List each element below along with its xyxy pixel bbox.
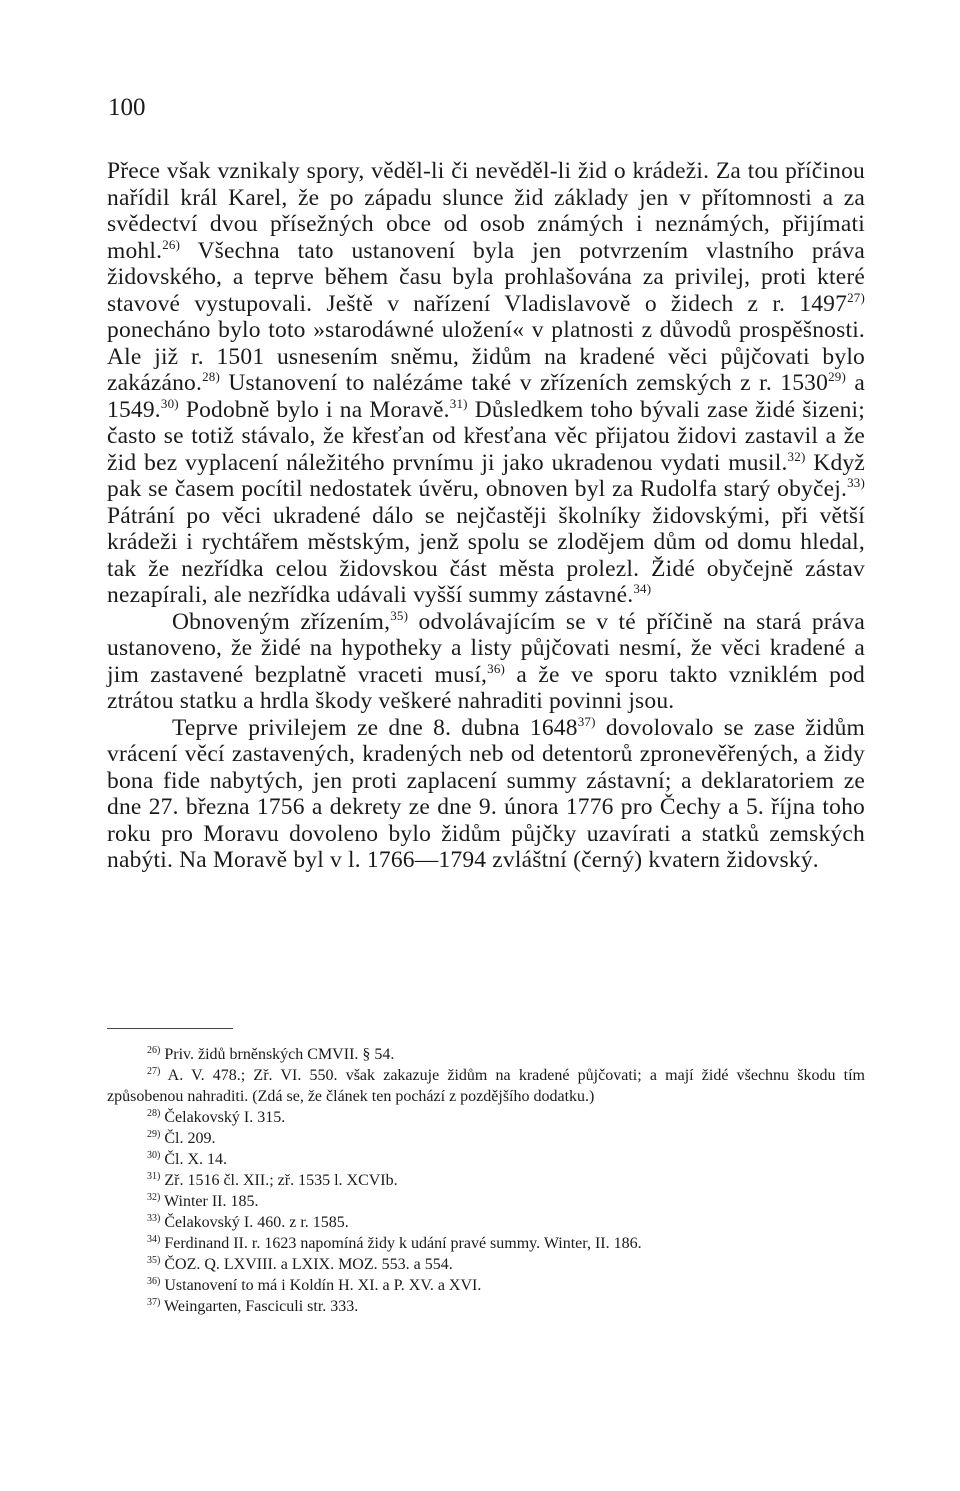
footnote-number: 33) — [147, 1213, 161, 1224]
text-run: Když pak se časem pocítil nedostatek úvěru, obnoven byl za Rudolfa starý obyčej. — [107, 449, 865, 502]
text-run: Podobně bylo i na Moravě. — [178, 396, 450, 423]
text-run: Obnoveným zřízením, — [172, 608, 391, 635]
footnote — [107, 1107, 865, 1128]
body-text — [107, 158, 865, 874]
footnote-ref: 26) — [162, 236, 181, 252]
footnote-number: 34) — [147, 1234, 161, 1245]
footnote-number: 29) — [147, 1129, 161, 1140]
footnote-number: 26) — [147, 1045, 161, 1056]
footnote-text: Ustanovení to má i Koldín H. XI. a P. XV. a XVI. — [160, 1277, 482, 1294]
text-run: Ustanovení to nalézáme také v zřízeních zemských z r. 1530 — [220, 370, 829, 396]
footnotes — [107, 1044, 865, 1317]
footnote-number: 28) — [147, 1108, 161, 1119]
footnote-text: Priv. židů brněnských CMVII. § 54. — [160, 1046, 395, 1063]
footnote-number: 37) — [147, 1297, 161, 1308]
footnote — [107, 1149, 865, 1170]
footnote — [107, 1191, 865, 1212]
footnote-text: Ferdinand II. r. 1623 napomíná židy k udání pravé summy. Winter, II. 186. — [160, 1235, 642, 1252]
text-run: Všechna tato ustanovení byla jen potvrzením vlastního práva židovského, a teprve během času byla prohlašována za privilej, proti které stavové vystupovali. Ještě v nařízení Vladislavově o židech z r. 1497 — [107, 237, 865, 317]
paragraph — [107, 609, 865, 715]
footnote — [107, 1170, 865, 1191]
text-run: Důsledkem toho bývali zase židé šizeni; často se totiž stávalo, že křesťan od křesťana věc přijatou židovi zastavil a že žid bez vyplacení náležitého prvnímu ji jako ukradenou vydati musil. — [107, 396, 865, 476]
footnote-ref: 30) — [160, 395, 179, 411]
footnote — [107, 1212, 865, 1233]
footnote-number: 32) — [147, 1192, 161, 1203]
footnote-number: 27) — [147, 1066, 161, 1077]
footnote-ref: 36) — [487, 660, 506, 676]
footnote-ref: 28) — [202, 369, 221, 384]
text-run: dovolovalo se zase židům vrácení věcí zastavených, kradených neb od detentorů zpronevěřených, a židy bona fide nabytých, jen proti zaplacení summy zástavní; a deklaratoriem ze dne 27. března 1756 a dekrety ze dne 9. února 1776 pro Čechy a 5. října toho roku pro Moravu dovoleno bylo židům půjčky uzavírati a statků zemských nabýti. Na Moravě byl v l. 1766—1794 zvláštní (černý) kvatern židovský. — [107, 714, 865, 873]
footnote-ref: 35) — [390, 607, 409, 623]
footnote — [107, 1233, 865, 1254]
footnote — [107, 1275, 865, 1296]
footnote — [107, 1044, 865, 1065]
footnote-text: A. V. 478.; Zř. VI. 550. však zakazuje židům na kradené půjčovati; a mají židé všechnu škodu tím způsobenou nahraditi. (Zdá se, že článek ten pochází z pozdějšího dodatku.) — [107, 1067, 865, 1105]
footnote-ref: 34) — [633, 581, 652, 596]
footnote — [107, 1296, 865, 1317]
footnote-ref: 29) — [828, 369, 847, 384]
footnote-number: 35) — [147, 1255, 161, 1266]
text-run: a že ve sporu takto vzniklém pod ztrátou statku a hrdla škody veškeré nahraditi povinni jsou. — [107, 661, 865, 714]
footnote-text: Čelakovský I. 315. — [160, 1109, 286, 1126]
footnote-text: Čl. 209. — [160, 1130, 216, 1147]
footnote-text: Winter II. 185. — [160, 1193, 259, 1210]
footnote-separator — [107, 1028, 233, 1029]
footnote-number: 31) — [147, 1171, 161, 1182]
footnote-ref: 32) — [787, 448, 806, 464]
footnote-ref: 27) — [847, 289, 865, 305]
footnote-ref: 31) — [449, 395, 468, 411]
footnote-text: ČOZ. Q. LXVIII. a LXIX. MOZ. 553. a 554. — [160, 1256, 453, 1273]
text-run: Přece však vznikaly spory, věděl-li či nevěděl-li žid o krádeži. Za tou příčinou nařídil král Karel, že po západu slunce žid základy jen v přítomnosti a za svědectví dvou přísežných obce od osob známých i neznámých, přijímati mohl. — [107, 158, 865, 264]
paragraph — [107, 715, 865, 874]
text-run: Pátrání po věci ukradené dálo se nejčastěji školníky židovskými, při větší krádeži i rychtářem městským, jenž spolu se zlodějem dům od domu hledal, tak že nezřídka celou židovskou část města prolezl. Židé obyčejně zástav nezapírali, ale nezřídka udávali vyšší summy zástavné. — [107, 502, 865, 608]
footnote — [107, 1065, 865, 1107]
text-run: Teprve privilejem ze dne 8. dubna 1648 — [172, 714, 578, 741]
footnote-text: Weingarten, Fasciculi str. 333. — [160, 1298, 359, 1315]
footnote — [107, 1254, 865, 1275]
footnote-number: 30) — [147, 1150, 161, 1161]
text-run: ponecháno bylo toto »starodáwné uložení« v platnosti z důvodů prospěšnosti. Ale již r. 1501 usnesením sněmu, židům na kradené věci půjčovati bylo zakázáno. — [107, 317, 865, 396]
footnote-text: Zř. 1516 čl. XII.; zř. 1535 l. XCVIb. — [160, 1172, 398, 1189]
text-run: a 1549. — [107, 370, 865, 423]
footnote-text: Čelakovský I. 460. z r. 1585. — [160, 1214, 349, 1231]
footnote-ref: 37) — [577, 713, 596, 729]
footnote-ref: 33) — [847, 475, 865, 490]
footnote — [107, 1128, 865, 1149]
text-run: odvolávajícím se v té příčině na stará práva ustanoveno, že židé na hypotheky a listy půjčovati nesmí, že věci kradené a jim zastavené bezplatně vraceti musí, — [107, 608, 866, 688]
footnote-text: Čl. X. 14. — [160, 1151, 228, 1168]
paragraph — [107, 158, 865, 609]
page-number: 100 — [108, 94, 146, 121]
footnote-number: 36) — [147, 1276, 161, 1287]
